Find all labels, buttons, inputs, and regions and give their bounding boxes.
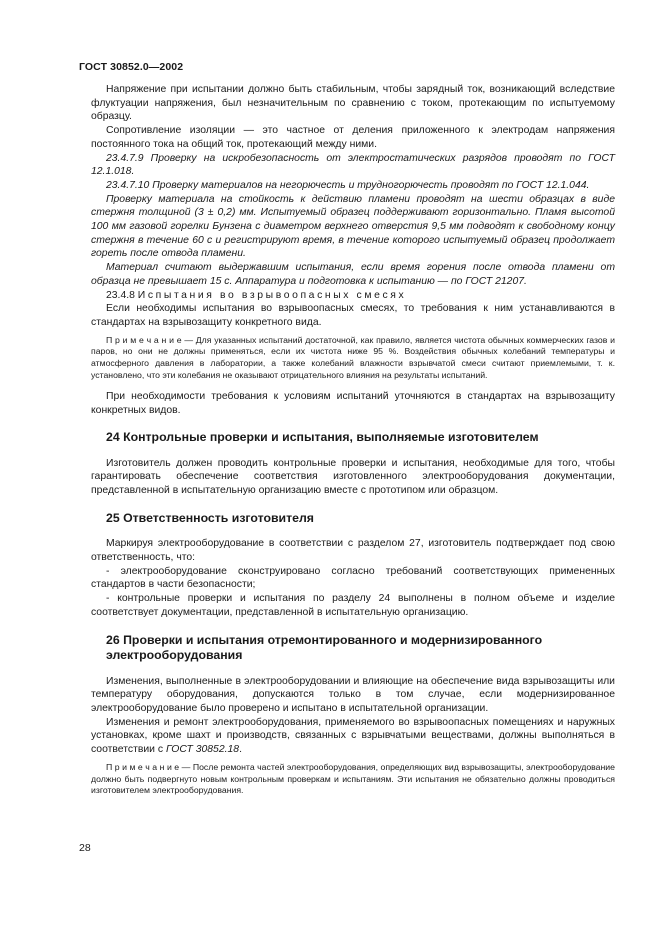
paragraph: Изготовитель должен проводить контрольные проверки и испытания, необходимые для того, чтобы гарантировать обеспечение соответствия изготовленного электрооборудования документации, представленной в испытательную организацию вместе с прототипом или образцом. (91, 457, 615, 497)
note (91, 762, 615, 797)
section-25-heading: 25 Ответственность изготовителя (106, 510, 314, 525)
note (91, 335, 615, 382)
paragraph (91, 716, 615, 757)
paragraph: Материал считают выдержавшим испытания, если время горения после отвода пламени от образца не превышает 15 с. Аппаратура и подготовка к испытанию — по ГОСТ 21207. (91, 262, 615, 287)
clause-23-4-7-9: 23.4.7.9 Проверку на искробезопасность от электростатических разрядов проводят по ГОСТ 12.1.018. (91, 152, 615, 178)
heading-line: 26 Проверки и испытания отремонтированного и модернизированного (106, 632, 543, 647)
note-label: П р и м е ч а н и е (106, 761, 180, 772)
paragraph: Если необходимы испытания во взрывоопасных смесях, то требования к ним устанавливаются в стандартах на взрывозащиту конкретного вида. (91, 303, 615, 328)
paragraph: Маркируя электрооборудование в соответствии с разделом 27, изготовитель подтверждает под свою ответственность, что: (91, 538, 615, 564)
clause-title: Испытания во взрывоопасных смесях (137, 289, 407, 301)
note-label: П р и м е ч а н и е (106, 334, 182, 345)
paragraph: При необходимости требования к условиям испытаний уточняются в стандартах на взрывозащиту конкретных видов. (91, 390, 615, 416)
list-item: - электрооборудование сконструировано согласно требований соответствующих примененных стандартов в части безопасности; (91, 565, 615, 591)
heading-line: электрооборудования (106, 648, 243, 663)
section-26-heading (91, 633, 615, 664)
clause-23-4-7-10: 23.4.7.10 Проверку материалов на негорючесть и трудногорючесть проводят по ГОСТ 12.1.044. (106, 179, 590, 191)
page-number: 28 (79, 842, 91, 854)
standard-reference: ГОСТ 30852.18 (165, 744, 240, 756)
clause-number: 23.4.8 (106, 289, 135, 301)
paragraph: Изменения, выполненные в электрооборудовании и влияющие на обеспечение вида взрывозащиты или температуру оборудования, допускаются только в том случае, если модернизированное электрооборудование было проверено и испытано в испытательной организации. (91, 675, 615, 714)
list-item: - контрольные проверки и испытания по разделу 24 выполнены в полном объеме и изделие соответствует документации, представленной в испытательную организацию. (91, 593, 615, 618)
paragraph-text: Изменения и ремонт электрооборудования, применяемого во взрывоопасных помещениях и наружных установках, кроме шахт и производств, связанных с взрывчатыми веществами, должны выполняться в соответствии с (91, 716, 615, 756)
paragraph: Сопротивление изоляции — это частное от деления приложенного к электродам напряжения постоянного тока на общий ток, протекающий между ними. (91, 125, 615, 150)
standard-header: ГОСТ 30852.0—2002 (79, 61, 184, 73)
section-24-heading: 24 Контрольные проверки и испытания, выполняемые изготовителем (106, 430, 539, 445)
paragraph-end: . (239, 744, 242, 756)
paragraph: Напряжение при испытании должно быть стабильным, чтобы зарядный ток, возникающий вследствие флуктуации напряжения, был незначительным по сравнению с током, протекающим по испытуемому образцу. (91, 84, 615, 123)
paragraph: Проверку материала на стойкость к действию пламени проводят на шести образцах в виде стержня толщиной (3 ± 0,2) мм. Испытуемый образец поддерживают горизонтально. Пламя высотой 100 мм газовой горелки Бунзена с диаметром верхнего отверстия 9,5 мм подводят к свободному концу стержня в течение 60 с и регистрируют время, в течение которого испытуемый образец продолжает гореть после отвода пламени. (91, 193, 615, 260)
note-text: — После ремонта частей электрооборудования, определяющих вид взрывозащиты, электрооборудование должно быть подвергнуто новым контрольным проверкам и испытаниям. Эти испытания не обязательно должны проводиться изготовителем электрооборудования. (91, 761, 615, 796)
note-text: — Для указанных испытаний достаточной, как правило, является чистота обычных коммерческих газов и паров, но они не должны применяться, если их чистота ниже 95 %. Воздействия обычных колебаний температуры и атмосферного давления в лаборатории, а также колебаний влажности взрывчатой смеси считают приемлемыми, т. к. установлено, что эти колебания не оказывают отрицательного влияния на результаты испытаний. (91, 334, 615, 381)
clause-23-4-8 (91, 289, 615, 303)
page-content (91, 83, 615, 797)
